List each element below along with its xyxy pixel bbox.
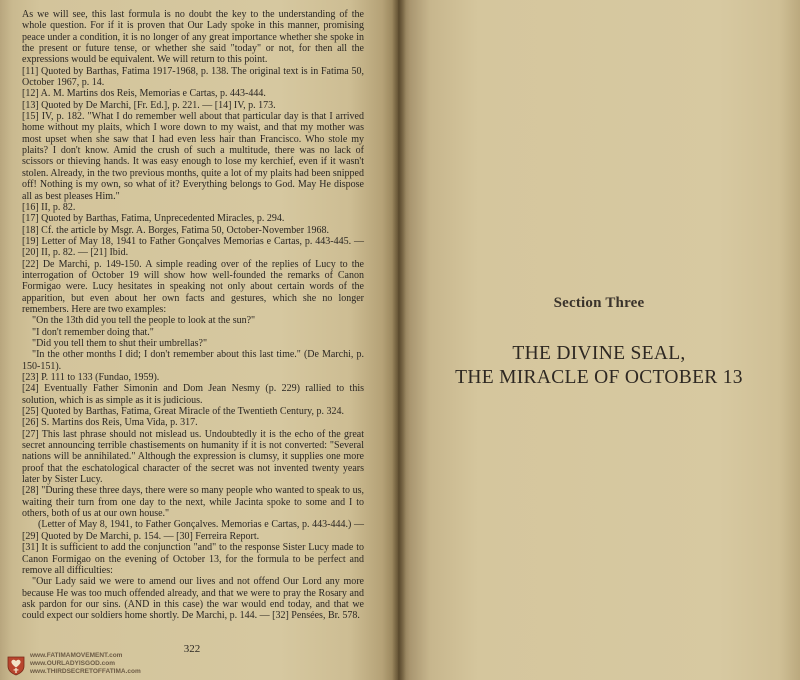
- footnote-paragraph: [11] Quoted by Barthas, Fatima 1917-1968, p. 138. The original text is in Fatima 50, October 1967, p. 14.: [22, 65, 364, 89]
- book-gutter: [392, 0, 406, 680]
- footnote-paragraph: [28] "During these three days, there were so many people who wanted to speak to us, waiting their turn from one day to the next, while Jacinta spoke to some and I to others, both of us at our own house.": [22, 485, 364, 520]
- footnote-paragraph: [17] Quoted by Barthas, Fatima, Unprecedented Miracles, p. 294.: [22, 213, 285, 225]
- footnote-paragraph: "I don't remember doing that.": [32, 326, 154, 338]
- footnote-paragraph: "Did you tell them to shut their umbrellas?": [32, 337, 208, 349]
- right-page: [398, 0, 800, 680]
- footnote-paragraph: [18] Cf. the article by Msgr. A. Borges, Fatima 50, October-November 1968.: [22, 224, 330, 236]
- footnote-paragraph: [23] P. 111 to 133 (Fundao, 1959).: [22, 372, 160, 383]
- footnote-paragraph: (Letter of May 8, 1941, to Father Gonçalves. Memorias e Cartas, p. 443-444.) — [29] Quoted by De Marchi, p. 154. — [30] Ferreira Report.: [22, 519, 364, 542]
- watermark-url-1[interactable]: www.FATIMAMOVEMENT.com: [30, 652, 123, 659]
- footnote-paragraph: As we will see, this last formula is no doubt the key to the understanding of the whole question. For if it is proven that Our Lady spoke in this manner, promising peace under a condition, it is no longer of any great importance whether she spoke in the present or future tense, or whether she said "today" or not, for then all the expressions would be equivalent. We will return to this point.: [22, 9, 364, 66]
- footnote-paragraph: [31] It is sufficient to add the conjunction "and" to the response Sister Lucy made to Canon Formigao on the evening of October 13, for the formula to be perfect and remove all difficulties:: [22, 542, 364, 576]
- left-page: [0, 0, 398, 680]
- footnote-paragraph: [12] A. M. Martins dos Reis, Memorias e Cartas, p. 443-444.: [22, 88, 266, 100]
- footnote-paragraph: [24] Eventually Father Simonin and Dom Jean Nesmy (p. 229) rallied to this solution, which is as simple as it is judicious.: [22, 383, 364, 406]
- watermark-url-3[interactable]: www.THIRDSECRETOFFATIMA.com: [30, 668, 141, 675]
- heart-shield-logo-icon: [6, 654, 26, 676]
- footnote-paragraph: [22] De Marchi, p. 149-150. A simple reading over of the replies of Lucy to the interrogation of October 19 will show how well-founded the remarks of Canon Formigao were. Lucy hesitates in speaking not only about certain words of the apparition, but even about her own facts and gestures, which she no longer remembers. Here are two examples:: [22, 258, 364, 315]
- footnote-paragraph: [27] This last phrase should not mislead us. Undoubtedly it is the echo of the great secret announcing terrible chastisements on humanity if it is not converted: "Several nations will be annihilated." Although the expression is clumsy, it supplies one more proof that the eschatological character of the secret was not invented twenty years later by Sister Lucy.: [22, 428, 364, 486]
- footnote-paragraph: [25] Quoted by Barthas, Fatima, Great Miracle of the Twentieth Century, p. 324.: [22, 406, 344, 418]
- page-number: 322: [183, 643, 201, 655]
- watermark-urls: [30, 652, 141, 676]
- footnote-paragraph: [26] S. Martins dos Reis, Uma Vida, p. 317.: [22, 417, 198, 429]
- footnote-paragraph: [19] Letter of May 18, 1941 to Father Gonçalves Memorias e Cartas, p. 443-445. — [20] II, p. 82. — [21] Ibid.: [22, 235, 364, 259]
- chapter-title-line-1: THE DIVINE SEAL,: [512, 343, 686, 364]
- watermark-url-2[interactable]: www.OURLADYISGOD.com: [30, 660, 115, 667]
- footnote-paragraph: [13] Quoted by De Marchi, [Fr. Ed.], p. 221. — [14] IV, p. 173.: [22, 99, 276, 111]
- section-label: Section Three: [553, 295, 645, 311]
- footnote-paragraph: "Our Lady said we were to amend our lives and not offend Our Lord any more because He was too much offended already, and that we were to pray the Rosary and ask pardon for our sins. (AND in this case) the war would end today, and that we could expect our soldiers home shortly. De Marchi, p. 144. — [32] Pensées, Br. 578.: [22, 576, 364, 622]
- footnote-paragraph: "On the 13th did you tell the people to look at the sun?": [32, 315, 256, 327]
- footnote-paragraph: [16] II, p. 82.: [22, 201, 76, 213]
- footnote-paragraph: [15] IV, p. 182. "What I do remember well about that particular day is that I arrived home without my plaits, which I wore down to my waist, and that my mother was most upset when she saw that I had even less hair than Francisco. Who stole my plaits? I don't know. Amid the crush of such a multitude, there was no lack of scissors or thieving hands. It was easy enough to lose my kerchief, even if it wasn't stolen. Already, in the two previous months, quite a lot of my plaits had been snipped off! Nothing is my own, so what of it? Everything belongs to God. May He dispose all as best pleases Him.": [22, 111, 364, 202]
- footnote-paragraph: "In the other months I did; I don't remember about this last time." (De Marchi, p. 150-151).: [22, 349, 364, 372]
- left-page-text: [22, 9, 364, 622]
- chapter-title-line-2: THE MIRACLE OF OCTOBER 13: [455, 367, 743, 388]
